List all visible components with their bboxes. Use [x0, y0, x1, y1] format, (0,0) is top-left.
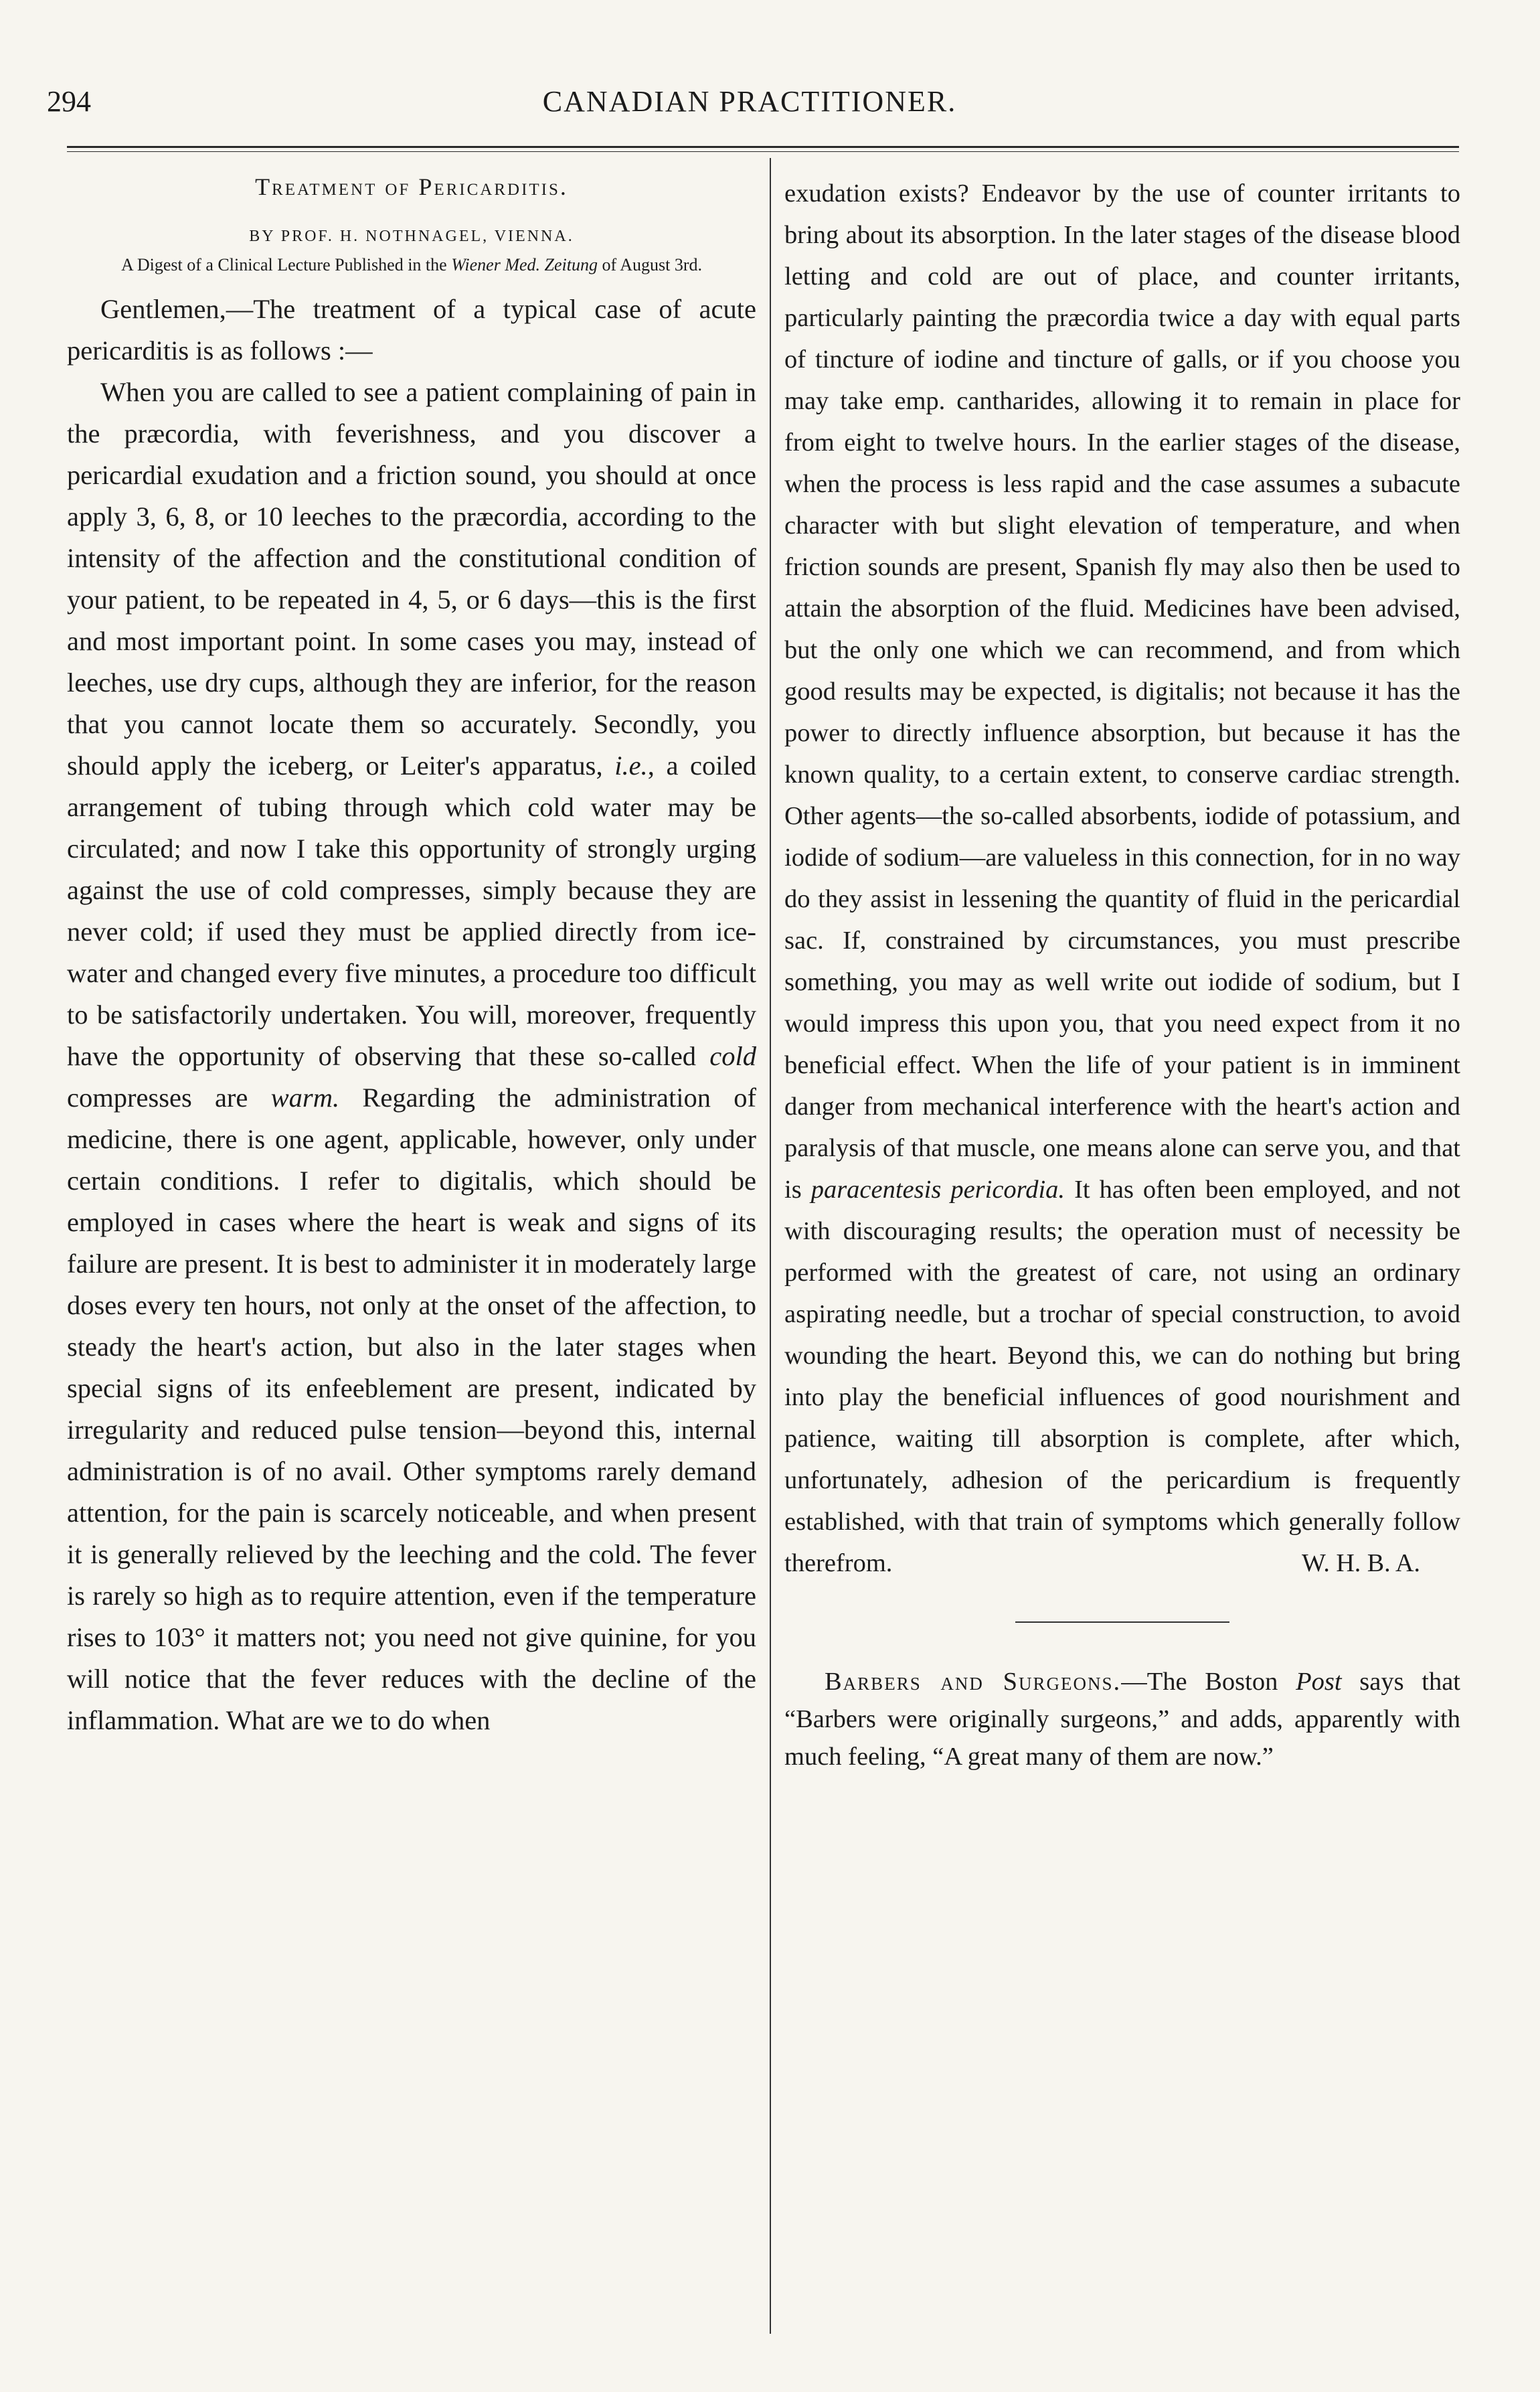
continued-text-a: exudation exists? Endeavor by the use of counter irritants to bring about its absorption. In the later stages of the disease blood letting and cold are out of place, and counter irritants, particularly painting the præcordia twice a day with equal parts of tincture of iodine and tincture of galls, or if you choose you may take emp. cantharides, allowing it to remain in place for from eight to twelve hours. In the earlier stages of the disease, when the process is less rapid and the case assumes a subacute character with but slight elevation of temperature, and when friction sounds are present, Spanish fly may also then be used to attain the absorption of the fluid. Medicines have been advised, but the only one which we can recommend, and from which good results may be expected, is digitalis; not because it has the power to directly influence absorption, but because it has the known quality, to a certain extent, to conserve cardiac strength. Other agents—the so-called absorbents, iodide of potassium, and iodide of sodium—are valueless in this connection, for in no way do they assist in lessening the quantity of fluid in the pericardial sac. If, constrained by circumstances, you must prescribe something, you may as well write out iodide of sodium, but I would impress this upon you, that you need expect from it no beneficial effect. When the life of your patient is in imminent danger from mechanical interference with the heart's action and paralysis of that muscle, one means alone can serve you, and that is	[784, 179, 1460, 1204]
left-column	[67, 173, 756, 1741]
barbers-paragraph	[784, 1663, 1460, 1775]
treatment-cold: cold	[709, 1041, 756, 1071]
page-header	[47, 84, 1452, 138]
digest-note-date: of August 3rd.	[597, 255, 702, 274]
right-column	[784, 173, 1460, 1775]
treatment-text-b: , a coiled arrangement of tubing through which cold water may be circulated; and now I take this opportunity of strongly urging against the use of cold compresses, simply because they are never cold; if used they must be applied directly from ice-water and changed every five minutes, a procedure too difficult to be satisfactorily undertaken. You will, moreover, frequently have the opportunity of observing that these so-called	[67, 750, 756, 1071]
paragraph-continued	[784, 173, 1460, 1584]
column-divider	[770, 158, 771, 2334]
paragraph-treatment	[67, 372, 756, 1741]
section-rule	[1015, 1621, 1229, 1623]
barbers-text-b: says that “Barbers were originally surgeons,” and adds, apparently with much feeling, “A great many of them are now.”	[784, 1668, 1460, 1771]
digest-note	[67, 254, 756, 276]
paracentesis-term: paracentesis pericordia.	[810, 1176, 1065, 1204]
running-title: CANADIAN PRACTITIONER.	[542, 85, 957, 118]
digest-note-text: A Digest of a Clinical Lecture Published in the	[121, 255, 452, 274]
boston-post: Post	[1296, 1668, 1342, 1696]
treatment-ie: i.e.	[614, 750, 648, 781]
barbers-title: Barbers and Surgeons.	[825, 1668, 1122, 1696]
continued-text-b: It has often been employed, and not with discouraging results; the operation must of necessity be performed with the greatest of care, not using an ordinary aspirating needle, but a trochar of special construction, to avoid wounding the heart. Beyond this, we can do nothing but bring into play the beneficial influences of good nourishment and patience, waiting till absorption is complete, after which, unfortunately, adhesion of the pericardium is frequently established, with that train of symptoms which generally follow therefrom.	[784, 1176, 1460, 1577]
journal-name: Wiener Med. Zeitung	[451, 255, 598, 274]
header-rule-thin	[67, 151, 1459, 152]
treatment-text-a: When you are called to see a patient complaining of pain in the præcordia, with feverishness, and you discover a pericardial exudation and a friction sound, you should at once apply 3, 6, 8, or 10 leeches to the præcordia, according to the intensity of the affection and the constitutional condition of your patient, to be repeated in 4, 5, or 6 days—this is the first and most important point. In some cases you may, instead of leeches, use dry cups, although they are inferior, for the reason that you cannot locate them so accurately. Secondly, you should apply the iceberg, or Leiter's apparatus,	[67, 377, 756, 781]
treatment-text-c: compresses are	[67, 1083, 271, 1113]
treatment-text-d: Regarding the administration of medicine, there is one agent, applicable, however, only under certain conditions. I refer to digitalis, which should be employed in cases where the heart is weak and signs of its failure are present. It is best to administer it in moderately large doses every ten hours, not only at the onset of the affection, to steady the heart's action, but also in the later stages when special signs of its enfeeblement are present, indicated by irregularity and reduced pulse tension—beyond this, internal administration is of no avail. Other symptoms rarely demand attention, for the pain is scarcely noticeable, and when present it is generally relieved by the leeching and the cold. The fever is rarely so high as to require attention, even if the temperature rises to 103° it matters not; you need not give quinine, for you will notice that the fever reduces with the decline of the inflammation. What are we to do when	[67, 1083, 757, 1735]
author-signature: W. H. B. A.	[1301, 1549, 1420, 1577]
article-byline: BY PROF. H. NOTHNAGEL, VIENNA.	[249, 228, 574, 245]
barbers-text-a: —The Boston	[1121, 1668, 1296, 1696]
page-number: 294	[47, 85, 91, 118]
paragraph-intro: Gentlemen,—The treatment of a typical case of acute pericarditis is as follows :—	[67, 294, 756, 366]
header-rule	[67, 146, 1459, 148]
treatment-warm: warm.	[270, 1083, 340, 1113]
article-title: Treatment of Pericarditis.	[255, 173, 568, 200]
